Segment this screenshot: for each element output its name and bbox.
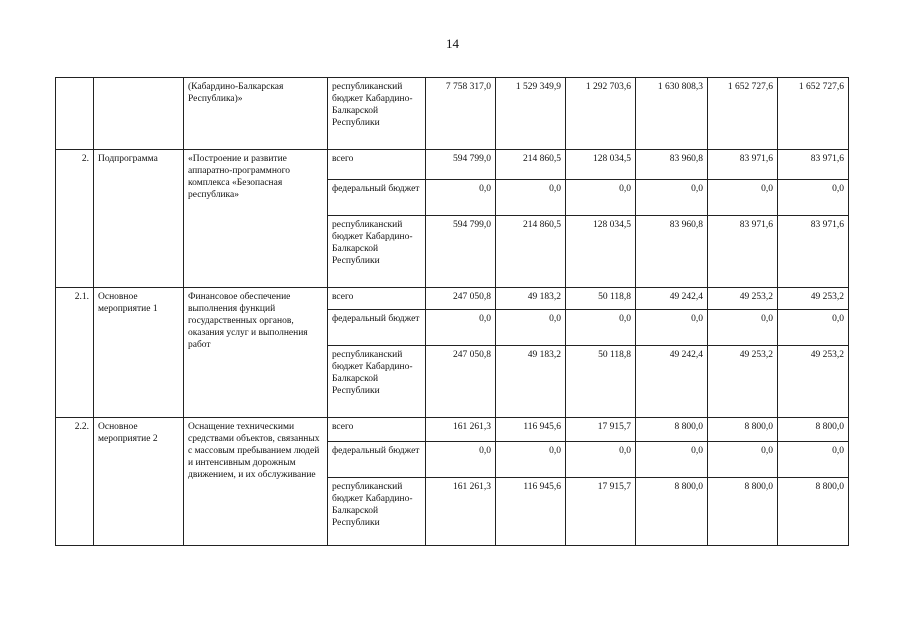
amount-cell: 0,0 xyxy=(778,310,849,346)
amount-cell: 0,0 xyxy=(426,180,496,216)
amount-cell: 116 945,6 xyxy=(496,478,566,546)
amount-cell: 0,0 xyxy=(636,310,708,346)
amount-cell: 0,0 xyxy=(566,310,636,346)
amount-cell: 83 971,6 xyxy=(778,216,849,288)
amount-cell: 128 034,5 xyxy=(566,216,636,288)
row-number-cell: 2.2. xyxy=(56,418,94,546)
amount-cell: 128 034,5 xyxy=(566,150,636,180)
amount-cell: 8 800,0 xyxy=(778,418,849,442)
measure-name-cell: (Кабардино-Балкарская Республика)» xyxy=(184,78,328,150)
amount-cell: 49 183,2 xyxy=(496,288,566,310)
funding-source-cell: всего xyxy=(328,418,426,442)
amount-cell: 0,0 xyxy=(566,180,636,216)
amount-cell: 161 261,3 xyxy=(426,418,496,442)
funding-source-cell: всего xyxy=(328,150,426,180)
amount-cell: 8 800,0 xyxy=(636,478,708,546)
page-number: 14 xyxy=(446,36,459,51)
amount-cell: 0,0 xyxy=(636,180,708,216)
amount-cell: 83 960,8 xyxy=(636,150,708,180)
amount-cell: 0,0 xyxy=(496,310,566,346)
amount-cell: 1 529 349,9 xyxy=(496,78,566,150)
amount-cell: 8 800,0 xyxy=(636,418,708,442)
funding-source-cell: республиканский бюджет Кабардино-Балкарской Республики xyxy=(328,78,426,150)
amount-cell: 50 118,8 xyxy=(566,346,636,418)
amount-cell: 594 799,0 xyxy=(426,216,496,288)
amount-cell: 49 253,2 xyxy=(778,346,849,418)
amount-cell: 0,0 xyxy=(566,442,636,478)
amount-cell: 1 652 727,6 xyxy=(708,78,778,150)
funding-source-cell: федеральный бюджет xyxy=(328,310,426,346)
amount-cell: 594 799,0 xyxy=(426,150,496,180)
row-number-cell xyxy=(56,78,94,150)
row-number-cell: 2.1. xyxy=(56,288,94,418)
amount-cell: 161 261,3 xyxy=(426,478,496,546)
amount-cell: 0,0 xyxy=(708,442,778,478)
funding-source-cell: республиканский бюджет Кабардино-Балкарской Республики xyxy=(328,346,426,418)
amount-cell: 214 860,5 xyxy=(496,150,566,180)
amount-cell: 7 758 317,0 xyxy=(426,78,496,150)
measure-name-cell: «Построение и развитие аппаратно-программного комплекса «Безопасная республика» xyxy=(184,150,328,288)
table-body xyxy=(56,78,849,546)
amount-cell: 0,0 xyxy=(496,442,566,478)
program-cell: Основное мероприятие 2 xyxy=(94,418,184,546)
amount-cell: 83 971,6 xyxy=(778,150,849,180)
amount-cell: 247 050,8 xyxy=(426,346,496,418)
amount-cell: 0,0 xyxy=(708,180,778,216)
amount-cell: 49 242,4 xyxy=(636,288,708,310)
amount-cell: 0,0 xyxy=(496,180,566,216)
amount-cell: 49 253,2 xyxy=(708,346,778,418)
amount-cell: 0,0 xyxy=(708,310,778,346)
amount-cell: 0,0 xyxy=(778,442,849,478)
measure-name-cell: Оснащение техническими средствами объектов, связанных с массовым пребыванием людей и интенсивным дорожным движением, и их обслуживание xyxy=(184,418,328,546)
amount-cell: 17 915,7 xyxy=(566,478,636,546)
table-row xyxy=(56,78,849,150)
funding-source-cell: федеральный бюджет xyxy=(328,442,426,478)
amount-cell: 83 971,6 xyxy=(708,216,778,288)
amount-cell: 116 945,6 xyxy=(496,418,566,442)
amount-cell: 49 183,2 xyxy=(496,346,566,418)
funding-source-cell: республиканский бюджет Кабардино-Балкарской Республики xyxy=(328,216,426,288)
budget-table xyxy=(55,77,849,546)
amount-cell: 83 971,6 xyxy=(708,150,778,180)
row-number-cell: 2. xyxy=(56,150,94,288)
amount-cell: 50 118,8 xyxy=(566,288,636,310)
amount-cell: 247 050,8 xyxy=(426,288,496,310)
amount-cell: 0,0 xyxy=(426,310,496,346)
amount-cell: 214 860,5 xyxy=(496,216,566,288)
table-row xyxy=(56,150,849,180)
amount-cell: 8 800,0 xyxy=(708,418,778,442)
program-cell xyxy=(94,78,184,150)
funding-source-cell: федеральный бюджет xyxy=(328,180,426,216)
amount-cell: 1 652 727,6 xyxy=(778,78,849,150)
program-cell: Подпрограмма xyxy=(94,150,184,288)
funding-source-cell: республиканский бюджет Кабардино-Балкарской Республики xyxy=(328,478,426,546)
amount-cell: 49 242,4 xyxy=(636,346,708,418)
table-row xyxy=(56,288,849,310)
amount-cell: 49 253,2 xyxy=(708,288,778,310)
amount-cell: 17 915,7 xyxy=(566,418,636,442)
program-cell: Основное мероприятие 1 xyxy=(94,288,184,418)
amount-cell: 0,0 xyxy=(778,180,849,216)
amount-cell: 1 630 808,3 xyxy=(636,78,708,150)
amount-cell: 0,0 xyxy=(426,442,496,478)
amount-cell: 1 292 703,6 xyxy=(566,78,636,150)
amount-cell: 8 800,0 xyxy=(778,478,849,546)
amount-cell: 83 960,8 xyxy=(636,216,708,288)
funding-source-cell: всего xyxy=(328,288,426,310)
measure-name-cell: Финансовое обеспечение выполнения функций государственных органов, оказания услуг и выполнения работ xyxy=(184,288,328,418)
table-row xyxy=(56,418,849,442)
amount-cell: 8 800,0 xyxy=(708,478,778,546)
amount-cell: 0,0 xyxy=(636,442,708,478)
amount-cell: 49 253,2 xyxy=(778,288,849,310)
